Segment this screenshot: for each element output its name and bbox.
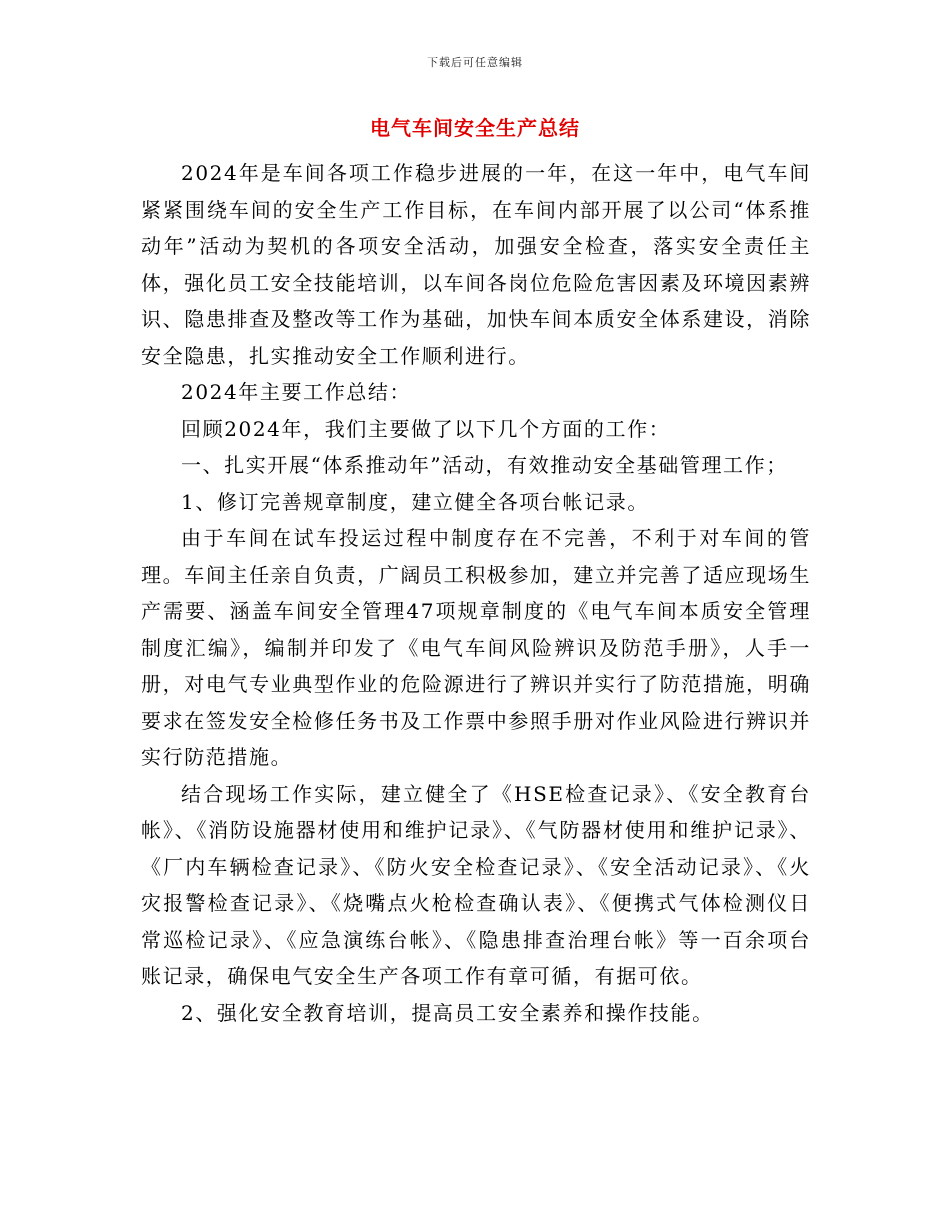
document-title: 电气车间安全生产总结 [370,116,580,140]
paragraph-intro: 2024年是车间各项工作稳步进展的一年，在这一年中，电气车间紧紧围绕车间的安全生产工作目标，在车间内部开展了以公司“体系推动年”活动为契机的各项安全活动，加强安全检查，落实安全责任主体，强化员工安全技能培训，以车间各岗位危险危害因素及环境因素辨识、隐患排查及整改等工作为基础，加快车间本质安全体系建设，消除安全隐患，扎实推动安全工作顺利进行。 [141,161,811,368]
page-header-note: 下载后可任意编辑 [427,56,523,69]
paragraph-records: 结合现场工作实际，建立健全了《HSE检查记录》、《安全教育台帐》、《消防设施器材使用和维护记录》、《气防器材使用和维护记录》、《厂内车辆检查记录》、《防火安全检查记录》、《安全活动记录》、《火灾报警检查记录》、《烧嘴点火枪检查确认表》、《便携式气体检测仪日常巡检记录》、《应急演练台帐》、《隐患排查治理台帐》等一百余项台账记录，确保电气安全生产各项工作有章可循，有据可依。 [141,781,811,988]
document-body [141,155,811,1031]
subsection-heading-1: 1、修订完善规章制度，建立健全各项台帐记录。 [181,489,649,514]
subsection-heading-2: 2、强化安全教育培训，提高员工安全素养和操作技能。 [181,1000,714,1025]
paragraph-summary-heading: 2024年主要工作总结： [181,380,412,404]
paragraph-regulations: 由于车间在试车投运过程中制度存在不完善，不利于对车间的管理。车间主任亲自负责，广阔员工积极参加，建立并完善了适应现场生产需要、涵盖车间安全管理47项规章制度的《电气车间本质安全管理制度汇编》，编制并印发了《电气车间风险辨识及防范手册》，人手一册，对电气专业典型作业的危险源进行了辨识并实行了防范措施，明确要求在签发安全检修任务书及工作票中参照手册对作业风险进行辨识并实行防范措施。 [141,526,811,769]
section-heading-1: 一、扎实开展“体系推动年”活动，有效推动安全基础管理工作； [181,453,788,477]
paragraph-review: 回顾2024年，我们主要做了以下几个方面的工作： [181,416,671,441]
